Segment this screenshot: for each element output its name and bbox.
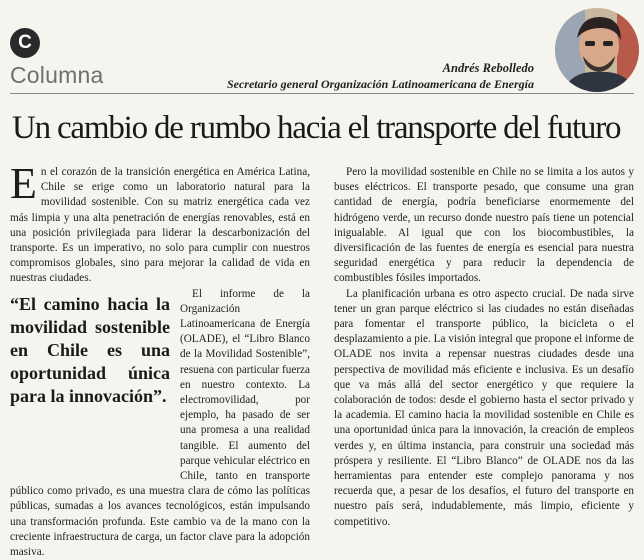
right-column (334, 165, 634, 530)
section-rule (10, 93, 634, 94)
pull-quote: “El camino hacia la movilidad sostenible en Chile es una oportunidad única para la innovación”. (10, 293, 170, 406)
paragraph: La planificación urbana es otro aspecto crucial. De nada sirve tener un gran parque eléctrico si las ciudades no están diseñadas para fomentar el transporte público, la bicicleta o el desplazamiento a pie. La visión integral que propone el informe de OLADE nos invita a repensar nuestras ciudades desde una perspectiva de movilidad más eficiente e inclusiva. Es un desafío que va más allá del sector energético y que requiere la colaboración de todos: desde el gobierno hasta el sector privado y la academia. El camino hacia la movilidad sostenible en Chile es una oportunidad única para la innovación, la creación de empleos verdes y, en última instancia, para construir una sociedad más próspera y resiliente. El “Libro Blanco” de OLADE nos da las herramientas para entender este complejo panorama y nos recuerda que, a pesar de los desafíos, el futuro del transporte en nuestro país será, indudablemente, más limpio, eficiente y competitivo. (334, 287, 634, 528)
author-role: Secretario general Organización Latinoamericana de Energía (226, 77, 534, 91)
paragraph: Pero la movilidad sostenible en Chile no se limita a los autos y buses eléctricos. El transporte pesado, que consume una gran cantidad de energía, podría beneficiarse enormemente del hidrógeno verde, un recurso donde nuestro país tiene un potencial inigualable. Al igual que con los biocombustibles, la diversificación de las fuentes de energía es esencial para nuestra seguridad energética y para reducir la dependencia de combustibles fósiles importados. (334, 166, 634, 285)
pull-quote-box (10, 293, 170, 471)
paragraph-text: n el corazón de la transición energética en América Latina, Chile se erige como un laboratorio natural para la movilidad sostenible. Con su matriz energética cada vez más limpia y una alta penetración de energías renovables, está en una posición privilegiada para liderar la descarbonización del transporte. Es un imperativo, no solo para cumplir con nuestros compromisos globales, sino para mejorar la calidad de vida en nuestras ciudades. (10, 166, 310, 285)
paragraph (10, 159, 310, 287)
section-label: Columna (10, 62, 104, 88)
paragraph: El informe de la Organización Latinoamericana de Energía (OLADE), el “Libro Blanco de la Movilidad Sostenible”, resuena con particular fuerza en nuestro contexto. La electromovilidad, por ejemplo, ha pasado de ser una promesa a una realidad tangible. El aumento del parque vehicular eléctrico en Chile, tanto en transporte público como privado, es una muestra clara de cómo las políticas públicas, sumadas a los avances tecnológicos, están impulsando una transformación profunda. Este cambio va de la mano con la creciente infraestructura de carga, un factor clave para la adopción masiva. (10, 287, 310, 559)
article-title: Un cambio de rumbo hacia el transporte del futuro (12, 110, 621, 146)
author-photo (555, 8, 639, 92)
author-name: Andrés Rebolledo (442, 61, 534, 75)
drop-cap: E (10, 159, 37, 208)
left-column (10, 159, 310, 560)
logo-badge: C (10, 28, 40, 58)
